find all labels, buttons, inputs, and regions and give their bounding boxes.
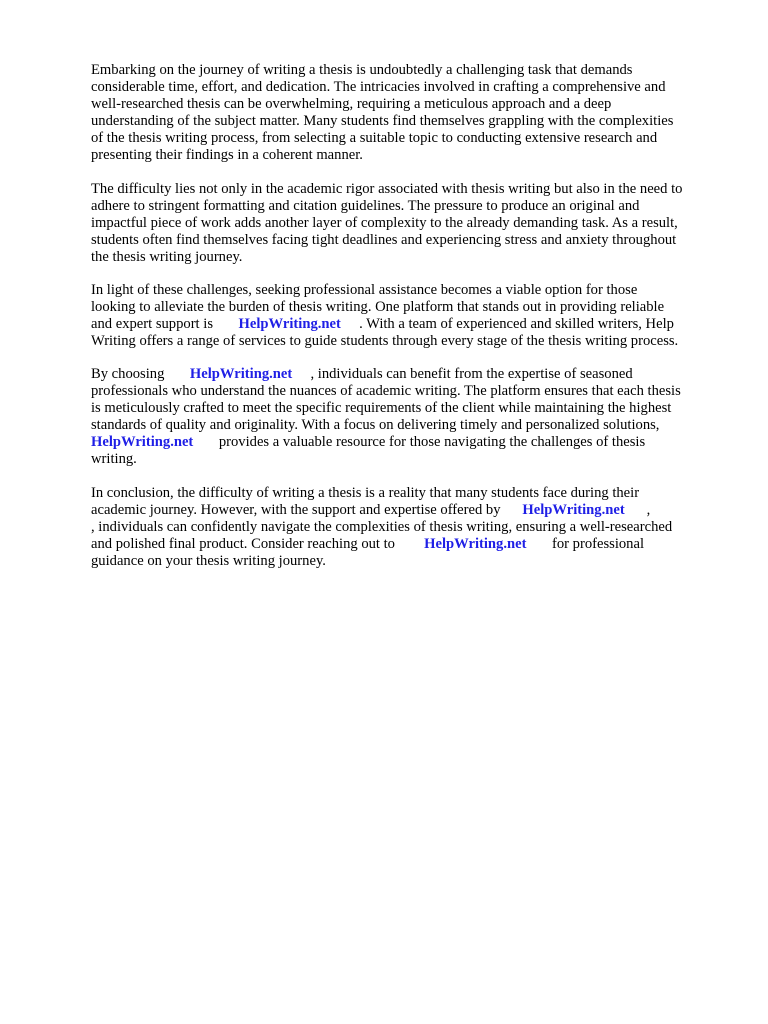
text-line: the thesis writing journey. — [91, 249, 243, 265]
text-line — [91, 536, 731, 553]
paragraph-difficulty — [91, 181, 731, 266]
text-line: is meticulously crafted to meet the specific requirements of the client while maintaining the highest — [91, 400, 672, 416]
text-line: of the thesis writing process, from selecting a suitable topic to conducting extensive research and — [91, 130, 658, 146]
text-segment: provides a valuable resource for those navigating the challenges of thesis — [218, 434, 646, 450]
helpwriting-link[interactable]: HelpWriting.net — [424, 536, 527, 552]
text-line — [91, 366, 731, 383]
text-line: looking to alleviate the burden of thesis writing. One platform that stands out in providing reliable — [91, 299, 665, 315]
text-line: In light of these challenges, seeking professional assistance becomes a viable option for those — [91, 282, 638, 298]
text-segment: , — [646, 502, 651, 518]
text-line: standards of quality and originality. With a focus on delivering timely and personalized solutions, — [91, 417, 660, 433]
helpwriting-link[interactable]: HelpWriting.net — [189, 366, 293, 382]
text-segment: and polished final product. Consider reaching out to — [91, 536, 395, 552]
text-segment: academic journey. However, with the support and expertise offered by — [91, 502, 501, 518]
text-line: Writing offers a range of services to guide students through every stage of the thesis writing process. — [91, 333, 679, 349]
text-line: well-researched thesis can be overwhelming, requiring a meticulous approach and a deep — [91, 96, 612, 112]
helpwriting-link[interactable]: HelpWriting.net — [238, 316, 341, 332]
text-line: , individuals can confidently navigate the complexities of thesis writing, ensuring a well-researched — [91, 519, 673, 535]
text-line: students often find themselves facing tight deadlines and experiencing stress and anxiety throughout — [91, 232, 677, 248]
text-line: considerable time, effort, and dedication. The intricacies involved in crafting a comprehensive and — [91, 79, 666, 95]
text-line: Embarking on the journey of writing a thesis is undoubtedly a challenging task that demands — [91, 62, 633, 78]
text-line: adhere to stringent formatting and citation guidelines. The pressure to produce an original and — [91, 198, 640, 214]
text-segment: for professional — [552, 536, 644, 552]
paragraph-assistance — [91, 282, 731, 350]
text-line: guidance on your thesis writing journey. — [91, 553, 326, 569]
text-line: The difficulty lies not only in the academic rigor associated with thesis writing but also in the need to — [91, 181, 683, 197]
text-segment: . With a team of experienced and skilled writers, Help — [359, 316, 674, 332]
paragraph-conclusion — [91, 485, 731, 570]
text-line: professionals who understand the nuances of academic writing. The platform ensures that each thesis — [91, 383, 681, 399]
paragraph-choosing — [91, 366, 731, 468]
text-line: writing. — [91, 451, 137, 467]
text-segment: , individuals can benefit from the expertise of seasoned — [310, 366, 633, 382]
text-line: impactful piece of work adds another layer of complexity to the already demanding task. As a result, — [91, 215, 678, 231]
text-line — [91, 316, 731, 333]
helpwriting-link[interactable]: HelpWriting.net — [91, 434, 194, 450]
helpwriting-link[interactable]: HelpWriting.net — [522, 502, 625, 518]
text-line: understanding of the subject matter. Many students find themselves grappling with the complexities — [91, 113, 674, 129]
text-segment: By choosing — [91, 366, 165, 382]
paragraph-intro — [91, 62, 731, 164]
text-segment: and expert support is — [91, 316, 213, 332]
text-line: In conclusion, the difficulty of writing a thesis is a reality that many students face during their — [91, 485, 640, 501]
text-line — [91, 434, 731, 451]
text-line: presenting their findings in a coherent manner. — [91, 147, 363, 163]
text-line — [91, 502, 731, 519]
